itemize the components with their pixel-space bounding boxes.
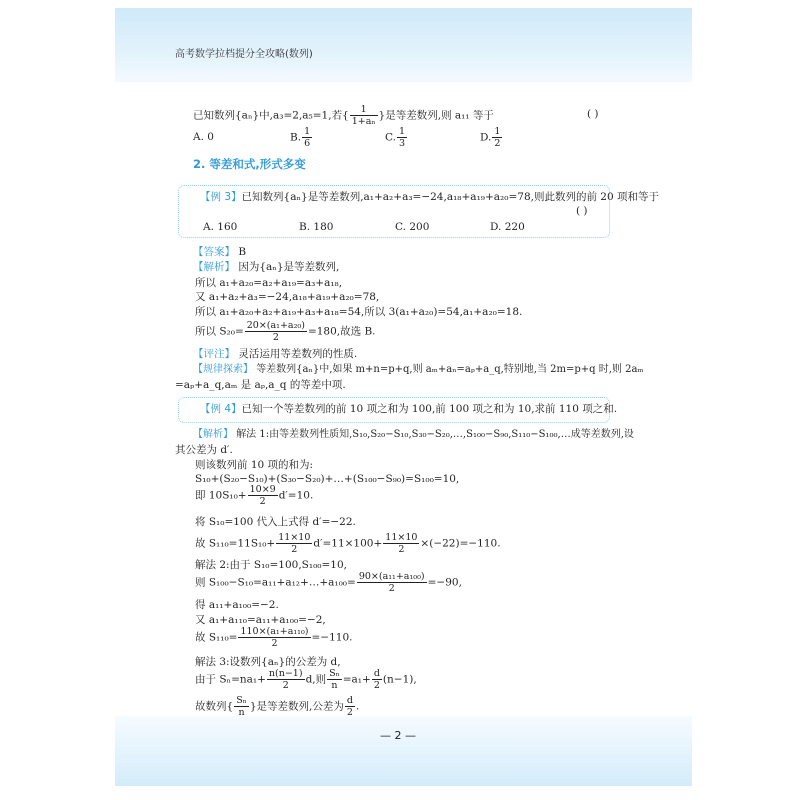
fraction: $\frac{1}{\text{1+aₙ}}$ (351, 104, 376, 127)
rule-continuation: =aₚ+a_q,aₘ 是 aₚ,a_q 的等差中项. (175, 379, 346, 391)
answer-paren: ( ) (587, 108, 599, 120)
analysis-4-line-6: 将 S₁₀=100 代入上式得 d′=−22. (195, 516, 356, 528)
ex3-option-d: D. 220 (490, 221, 525, 233)
option-b: B. $\frac{1}{6}$ (290, 126, 311, 149)
analysis-4-line-15: 故数列{ $\frac{\text{Sₙ}}{n}$ }是等差数列,公差为 $\frac{d}{2}$ . (195, 695, 360, 718)
example-3-paren: ( ) (576, 205, 588, 217)
analysis-4-line-13: 解法 3:设数列{aₙ}的公差为 d, (195, 656, 341, 668)
question-text (193, 104, 494, 127)
rule-line: 【规律探索】 等差数列{aₙ}中,如果 m+n=p+q,则 aₘ+aₙ=aₚ+a_q,特别地,当 2m=p+q 时,则 2aₘ (193, 364, 644, 375)
analysis-3-line-2: 所以 a₁+a₂₀=a₂+a₁₉=a₃+a₁₈, (195, 277, 343, 289)
option-c: C. $\frac{1}{3}$ (385, 126, 406, 149)
option-d: D. $\frac{1}{2}$ (480, 126, 501, 149)
ex3-option-b: B. 180 (299, 221, 334, 233)
footer-band (115, 716, 692, 786)
header-band (115, 8, 692, 82)
analysis-4-line-10: 得 a₁₁+a₁₀₀=−2. (195, 599, 279, 611)
comment-line: 【评注】 灵活运用等差数列的性质. (193, 348, 358, 360)
analysis-3-line-1: 【解析】 因为{aₙ}是等差数列, (193, 261, 340, 273)
analysis-4-line-7: 故 S₁₁₀=11S₁₀+ $\frac{11\times 10}{2}$ d′=11×100+ $\frac{11\times 10}{2}$ ×(−22)=−110. (195, 532, 501, 555)
analysis-3-final: 所以 S₂₀= $\frac{\text{20×(a₁+a₂₀)}}{2}$ =180,故选 B. (195, 320, 376, 343)
example-3-text: 【例 3】已知数列{aₙ}是等差数列,a₁+a₂+a₃=−24,a₁₈+a₁₉+a₂₀=78,则此数列的前 20 项和等于 (200, 191, 659, 203)
question-prefix: 已知数列{aₙ}中,a₃=2,a₅=1,若{ (193, 109, 349, 122)
answer-line: 【答案】 B (193, 246, 247, 258)
analysis-4-line-8: 解法 2:由于 S₁₀=100,S₁₀₀=10, (195, 559, 347, 571)
example-4-text: 【例 4】已知一个等差数列的前 10 项之和为 100,前 100 项之和为 10,求前 110 项之和. (200, 403, 618, 415)
analysis-3-line-4: 所以 a₁+a₂₀+a₂+a₁₉+a₃+a₁₈=54,所以 3(a₁+a₂₀)=54,a₁+a₂₀=18. (195, 306, 523, 318)
analysis-4-line-9: 则 S₁₀₀−S₁₀=a₁₁+a₁₂+…+a₁₀₀= $\frac{\text{90×(a₁₁+a₁₀₀)}}{2}$ =−90, (195, 571, 462, 594)
analysis-4-line-2: 其公差为 d′. (175, 444, 233, 456)
analysis-4-line-4: S₁₀+(S₂₀−S₁₀)+(S₃₀−S₂₀)+…+(S₁₀₀−S₉₀)=S₁₀₀=10, (195, 473, 460, 485)
analysis-3-line-3: 又 a₁+a₂+a₃=−24,a₁₈+a₁₉+a₂₀=78, (195, 291, 380, 303)
page-number: — 2 — (380, 729, 416, 742)
analysis-4-line-12: 故 S₁₁₀= $\frac{\text{110×(a₁+a₁₁₀)}}{2}$ =−110. (195, 626, 353, 649)
ex3-option-a: A. 160 (203, 221, 238, 233)
analysis-4-line-5: 即 10S₁₀+ $\frac{10\times 9}{2}$ d′=10. (195, 484, 314, 507)
running-header: 高考数学拉档提分全攻略(数列) (175, 49, 313, 60)
analysis-4-line-1: 【解析】 解法 1:由等差数列性质知,S₁₀,S₂₀−S₁₀,S₃₀−S₂₀,…,S₁₀₀−S₉₀,S₁₁₀−S₁₀₀,…成等差数列,设 (193, 429, 634, 440)
ex3-option-c: C. 200 (395, 221, 430, 233)
section-heading: 2. 等差和式,形式多变 (193, 157, 306, 171)
analysis-4-line-3: 则该数列前 10 项的和为: (195, 459, 314, 471)
analysis-4-line-11: 又 a₁+a₁₁₀=a₁₁+a₁₀₀=−2, (195, 614, 326, 626)
question-suffix: }是等差数列,则 a₁₁ 等于 (378, 109, 494, 122)
analysis-4-line-14: 由于 Sₙ=na₁+ $\frac{n(n-1)}{2}$ d,则 $\frac{\text{Sₙ}}{n}$ =a₁+ $\frac{d}{2}$ (n−1), (195, 668, 417, 691)
option-a: A. 0 (193, 131, 214, 143)
